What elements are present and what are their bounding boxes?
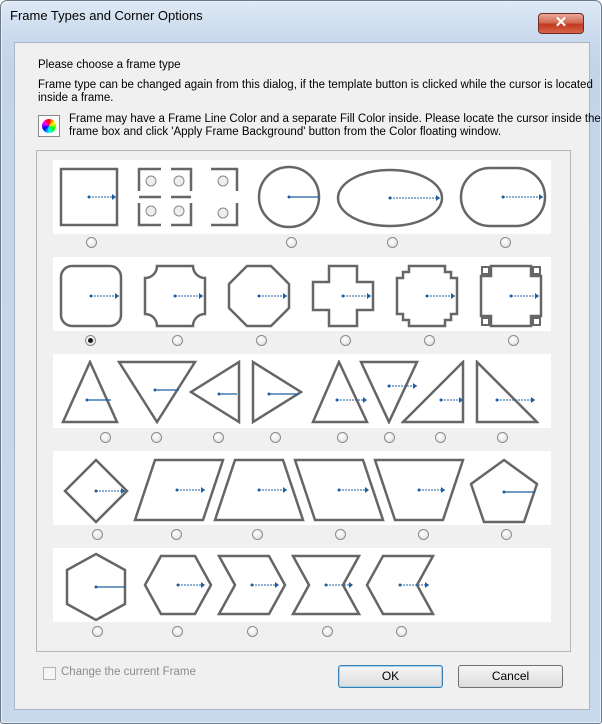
frame-trapezoid-inverted[interactable] [373,458,465,522]
radio-octagon[interactable] [256,335,267,346]
frame-corner-brackets[interactable] [137,167,239,227]
frame-row-2 [53,257,551,331]
close-button[interactable] [538,13,584,34]
change-current-frame-checkbox[interactable] [43,667,56,680]
radio-circle[interactable] [286,237,297,248]
frame-notched-corners[interactable] [479,264,543,328]
radio-parallelogram-left[interactable] [335,529,346,540]
change-current-frame-label: Change the current Frame [61,666,196,678]
frame-cross[interactable] [311,264,375,328]
close-icon: ✕ [554,14,568,31]
radio-cross[interactable] [340,335,351,346]
frame-row-4 [53,451,551,525]
ok-button[interactable]: OK [338,665,443,688]
frame-arrow-notch[interactable] [365,554,435,616]
frame-row-5 [53,548,551,622]
frame-hexagon-vertical[interactable] [65,552,127,622]
frame-pentagon[interactable] [469,458,539,524]
frame-rounded-rectangle[interactable] [59,264,123,328]
cancel-button[interactable]: Cancel [458,665,563,688]
frame-hexagon-horizontal[interactable] [143,554,213,616]
radio-right-triangle-left[interactable] [435,432,446,443]
radio-rectangle[interactable] [86,237,97,248]
intro-heading: Please choose a frame type [38,59,181,71]
frame-chevron[interactable] [217,554,287,616]
frame-row-3 [53,354,551,428]
radio-chevron[interactable] [247,626,258,637]
radio-ellipse[interactable] [387,237,398,248]
radio-trapezoid-inverted[interactable] [418,529,429,540]
radio-stepped-corners[interactable] [424,335,435,346]
radio-rounded-rectangle[interactable] [85,335,96,346]
frame-rectangle[interactable] [59,167,119,227]
radio-triangle-down[interactable] [151,432,162,443]
frame-row-1 [53,160,551,234]
frame-bowtie[interactable] [291,554,361,616]
frame-right-triangle-left[interactable] [401,360,465,424]
frame-stadium[interactable] [459,166,547,228]
intro-line-1: Frame type can be changed again from this dialog, if the template button is clicked while the cursor is located inside a frame. [38,79,593,104]
frame-triangle-down[interactable] [117,360,197,424]
radio-bowtie[interactable] [322,626,333,637]
frame-octagon[interactable] [227,264,291,328]
radio-right-triangle-right[interactable] [497,432,508,443]
frame-circle[interactable] [257,165,321,229]
radio-hexagon-horizontal[interactable] [172,626,183,637]
radio-trapezoid[interactable] [252,529,263,540]
frame-trapezoid[interactable] [213,458,305,522]
frame-triangle-right[interactable] [251,360,305,424]
radio-notched-corners[interactable] [508,335,519,346]
frame-parallelogram-right[interactable] [133,458,225,522]
radio-triangle-right[interactable] [270,432,281,443]
radio-triangle-down-small[interactable] [384,432,395,443]
frame-type-group [36,150,571,652]
frame-parallelogram-left[interactable] [293,458,385,522]
frame-diamond[interactable] [63,458,129,524]
radio-concave-corners[interactable] [172,335,183,346]
radio-pentagon[interactable] [501,529,512,540]
frame-triangle-up[interactable] [61,360,119,424]
title-bar[interactable] [1,1,601,31]
radio-triangle-up-small[interactable] [337,432,348,443]
radio-triangle-up[interactable] [100,432,111,443]
radio-arrow-notch[interactable] [396,626,407,637]
frame-concave-corners[interactable] [143,264,207,328]
radio-hexagon-vertical[interactable] [92,626,103,637]
frame-stepped-corners[interactable] [395,264,459,328]
window-title: Frame Types and Corner Options [10,8,203,23]
radio-stadium[interactable] [500,237,511,248]
radio-parallelogram-right[interactable] [171,529,182,540]
intro-line-2: Frame may have a Frame Line Color and a separate Fill Color inside. Please locate the cursor inside the frame box and click 'Apply Frame Background' button from the Color floating window. [69,113,601,138]
frame-triangle-left[interactable] [189,360,243,424]
radio-triangle-left[interactable] [213,432,224,443]
frame-ellipse[interactable] [335,167,445,229]
radio-diamond[interactable] [92,529,103,540]
color-wheel-icon [38,115,60,137]
frame-right-triangle-right[interactable] [475,360,539,424]
